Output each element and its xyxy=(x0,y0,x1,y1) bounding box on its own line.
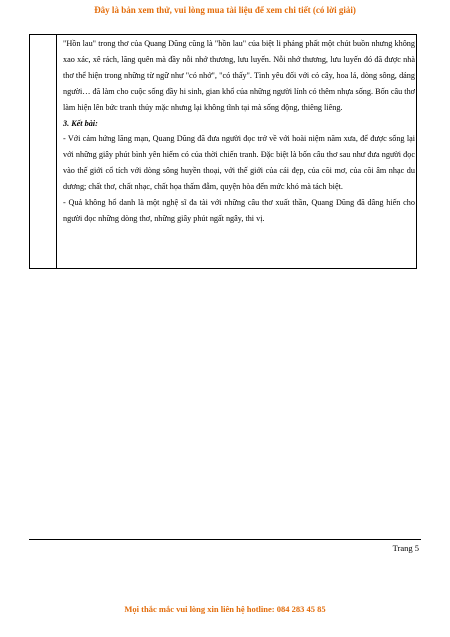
conclusion-paragraph-2: - Quả không hổ danh là một nghệ sĩ đa tài với những câu thơ xuất thần, Quang Dũng đã dâng hiến cho người đọc những dòng thơ, những giây phút ngất ngây, thi vị. xyxy=(63,198,415,223)
section-heading: 3. Kết bài: xyxy=(63,118,98,128)
page-number: Trang 5 xyxy=(392,543,419,553)
intro-paragraph: "Hồn lau" trong thơ của Quang Dũng cũng là "hồn lau" của biệt li phảng phất một chút buồn nhưng không xao xác, xê rách, lãng quên mà đầy nỗi nhớ thương, lưu luyến. Nỗi nhớ thương, lưu luyến đó đã được nhà thơ thể hiện trong những từ ngữ như "có nhớ", "có thấy". Tình yêu đối với cỏ cây, hoa lá, dòng sông, dáng người… đã làm cho cuộc sống đầy hi sinh, gian khổ của những người lính có thêm nhựa sống. Bốn câu thơ làm hiện lên bức tranh thủy mặc nhưng lại không tĩnh tại mà sống động, thiêng liêng. xyxy=(63,39,415,112)
hotline-notice: Mọi thắc mắc vui lòng xin liên hệ hotline: 084 283 45 85 xyxy=(124,604,326,614)
table-column-divider xyxy=(56,34,57,269)
footer-divider xyxy=(29,539,421,540)
content-cell xyxy=(63,36,415,227)
preview-notice: Đây là bản xem thử, vui lòng mua tài liệu để xem chi tiết (có lời giải) xyxy=(94,5,356,15)
conclusion-paragraph-1: - Với cảm hứng lãng mạn, Quang Dũng đã đưa người đọc trở về với hoài niệm năm xưa, để được sống lại với những giây phút bình yên hiếm có của thời chiến tranh. Đặc biệt là bốn câu thơ sau như đưa người đọc vào thế giới cổ tích với dòng sông huyền thoại, với thế giới của cái đẹp, của cõi mơ, của cõi âm nhạc du dương; chất thơ, chất nhạc, chất họa thấm đẫm, quyện hòa đến mức khó mà tách biệt. xyxy=(63,134,415,192)
